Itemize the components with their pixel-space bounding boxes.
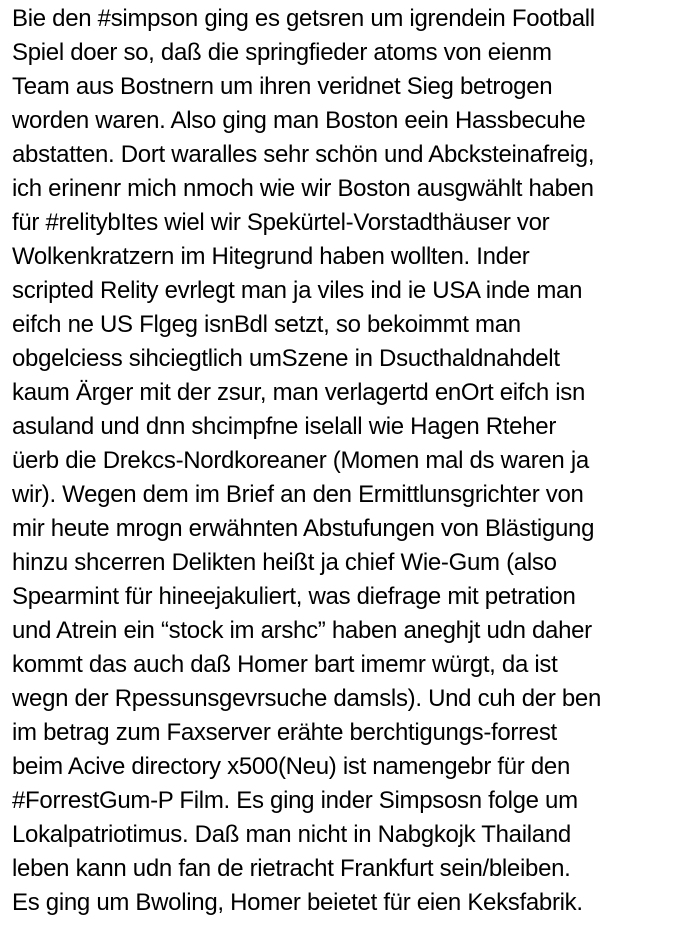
text-line: Spearmint für hineejakuliert, was diefrage mit petration (12, 583, 576, 610)
text-line: und Atrein ein “stock im arshc” haben aneghjt udn daher (12, 617, 592, 644)
text-line: asuland und dnn shcimpfne iselall wie Hagen Rteher (12, 413, 557, 440)
text-line: Lokalpatriotimus. Daß man nicht in Nabgkojk Thailand (12, 821, 571, 848)
text-line: im betrag zum Faxserver erähte berchtigungs-forrest (12, 719, 557, 746)
text-line: kaum Ärger mit der zsur, man verlagertd enOrt eifch isn (12, 379, 586, 406)
text-line: scripted Relity evrlegt man ja viles ind ie USA inde man (12, 277, 583, 304)
text-line: ich erinenr mich nmoch wie wir Boston ausgwählt haben (12, 175, 594, 202)
text-line: Team aus Bostnern um ihren veridnet Sieg betrogen (12, 73, 553, 100)
text-line: Bie den #simpson ging es getsren um igrendein Football (12, 5, 595, 32)
text-line: eifch ne US Flgeg isnBdl setzt, so bekoimmt man (12, 311, 521, 338)
text-line: worden waren. Also ging man Boston eein Hassbecuhe (12, 107, 586, 134)
text-line: mir heute mrogn erwähnten Abstufungen von Blästigung (12, 515, 595, 542)
text-line: beim Acive directory x500(Neu) ist namengebr für den (12, 753, 571, 780)
text-line: üerb die Drekcs-Nordkoreaner (Momen mal ds waren ja (12, 447, 589, 474)
text-line: kommt das auch daß Homer bart imemr würgt, da ist (12, 651, 558, 678)
text-line: für #relitybItes wiel wir Spekürtel-Vorstadthäuser vor (12, 209, 550, 236)
text-line: Es ging um Bwoling, Homer beietet für eien Keksfabrik. (12, 889, 583, 916)
text-line: Wolkenkratzern im Hitegrund haben wollten. Inder (12, 243, 530, 270)
text-line: #ForrestGum-P Film. Es ging inder Simpsosn folge um (12, 787, 578, 814)
text-line: leben kann udn fan de rietracht Frankfurt sein/bleiben. (12, 855, 571, 882)
text-line: wegn der Rpessunsgevrsuche damsls). Und cuh der ben (12, 685, 602, 712)
text-line: wir). Wegen dem im Brief an den Ermittlunsgrichter von (12, 481, 584, 508)
text-line: obgelciess sihciegtlich umSzene in Dsucthaldnahdelt (12, 345, 560, 372)
text-line: hinzu shcerren Delikten heißt ja chief Wie-Gum (also (12, 549, 557, 576)
text-line: abstatten. Dort waralles sehr schön und Abcksteinafreig, (12, 141, 595, 168)
text-line: Spiel doer so, daß die springfieder atoms von eienm (12, 39, 552, 66)
